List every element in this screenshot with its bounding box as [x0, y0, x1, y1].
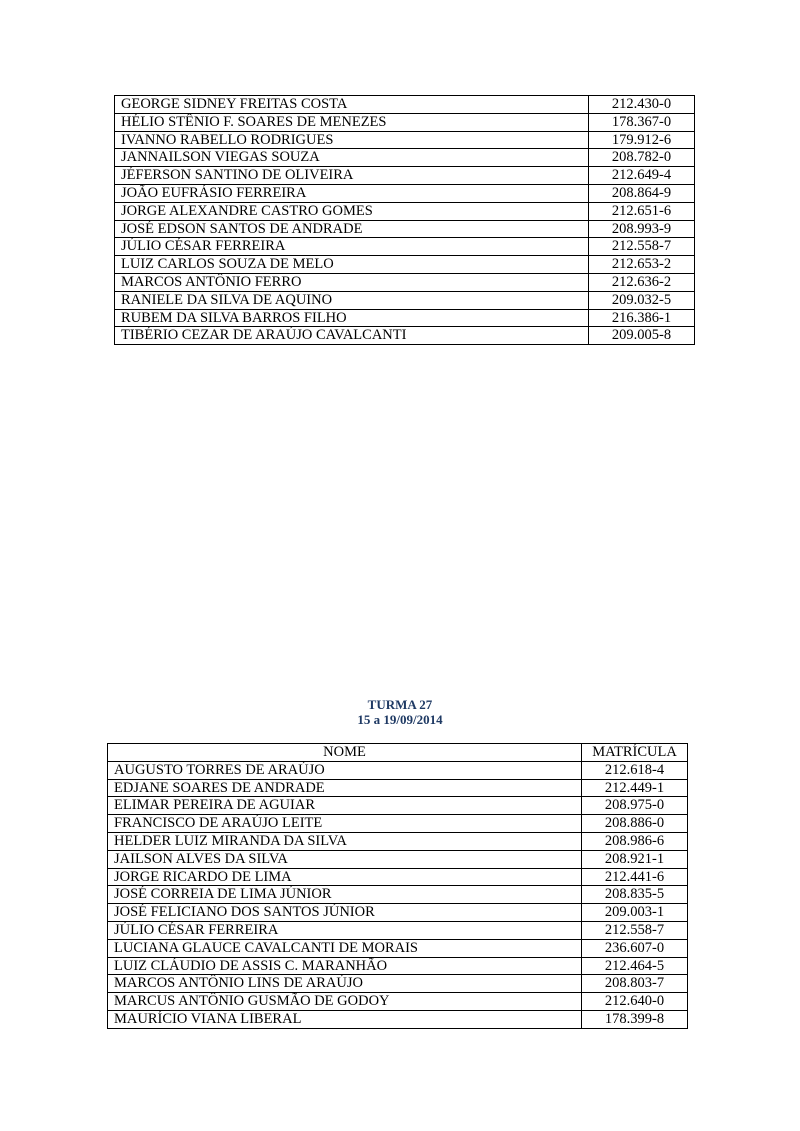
- name-cell: LUIZ CARLOS SOUZA DE MELO: [115, 256, 589, 274]
- matricula-cell: 212.430-0: [589, 96, 695, 114]
- name-cell: JÚLIO CÉSAR FERREIRA: [108, 921, 582, 939]
- table-row: [115, 238, 695, 256]
- roster-table-2-body: [108, 761, 688, 1028]
- matricula-cell: 212.441-6: [582, 868, 688, 886]
- matricula-cell: 212.651-6: [589, 202, 695, 220]
- matricula-cell: 212.449-1: [582, 779, 688, 797]
- matricula-cell: 178.399-8: [582, 1010, 688, 1028]
- matricula-cell: 208.835-5: [582, 886, 688, 904]
- table-row: [115, 149, 695, 167]
- name-cell: MAURÍCIO VIANA LIBERAL: [108, 1010, 582, 1028]
- matricula-cell: 208.886-0: [582, 815, 688, 833]
- roster-table-1: [114, 95, 695, 345]
- roster-table-2: [107, 743, 688, 1029]
- table-row: [108, 761, 688, 779]
- table-header-row: [108, 744, 688, 762]
- matricula-cell: 236.607-0: [582, 939, 688, 957]
- name-cell: AUGUSTO TORRES DE ARAÚJO: [108, 761, 582, 779]
- matricula-cell: 208.975-0: [582, 797, 688, 815]
- table-row: [115, 291, 695, 309]
- table-row: [115, 327, 695, 345]
- matricula-cell: 208.864-9: [589, 184, 695, 202]
- table-row: [108, 904, 688, 922]
- name-cell: JANNAILSON VIEGAS SOUZA: [115, 149, 589, 167]
- roster-table-2-head: [108, 744, 688, 762]
- matricula-cell: 216.386-1: [589, 309, 695, 327]
- matricula-cell: 208.993-9: [589, 220, 695, 238]
- table-row: [115, 96, 695, 114]
- name-cell: IVANNO RABELLO RODRIGUES: [115, 131, 589, 149]
- name-cell: JOÃO EUFRÁSIO FERREIRA: [115, 184, 589, 202]
- name-cell: LUIZ CLÁUDIO DE ASSIS C. MARANHÃO: [108, 957, 582, 975]
- section-dates: 15 a 19/09/2014: [357, 712, 443, 727]
- section-title: TURMA 27: [367, 697, 433, 712]
- name-cell: EDJANE SOARES DE ANDRADE: [108, 779, 582, 797]
- name-cell: JORGE RICARDO DE LIMA: [108, 868, 582, 886]
- table-row: [108, 832, 688, 850]
- matricula-cell: 212.636-2: [589, 273, 695, 291]
- name-cell: TIBÉRIO CEZAR DE ARAÚJO CAVALCANTI: [115, 327, 589, 345]
- column-header-matricula: MATRÍCULA: [582, 744, 688, 762]
- matricula-cell: 212.558-7: [589, 238, 695, 256]
- table-row: [108, 957, 688, 975]
- matricula-cell: 212.558-7: [582, 921, 688, 939]
- name-cell: MARCOS ANTÔNIO LINS DE ARAÚJO: [108, 975, 582, 993]
- table-row: [115, 184, 695, 202]
- table-row: [108, 921, 688, 939]
- roster-table-1-body: [115, 96, 695, 345]
- table-row: [115, 309, 695, 327]
- table-row: [108, 815, 688, 833]
- table-row: [115, 113, 695, 131]
- matricula-cell: 178.367-0: [589, 113, 695, 131]
- name-cell: HÉLIO STÊNIO F. SOARES DE MENEZES: [115, 113, 589, 131]
- matricula-cell: 212.640-0: [582, 993, 688, 1011]
- name-cell: LUCIANA GLAUCE CAVALCANTI DE MORAIS: [108, 939, 582, 957]
- name-cell: HELDER LUIZ MIRANDA DA SILVA: [108, 832, 582, 850]
- matricula-cell: 208.803-7: [582, 975, 688, 993]
- name-cell: MARCUS ANTÔNIO GUSMÃO DE GODOY: [108, 993, 582, 1011]
- column-header-nome: NOME: [108, 744, 582, 762]
- matricula-cell: 179.912-6: [589, 131, 695, 149]
- matricula-cell: 209.005-8: [589, 327, 695, 345]
- name-cell: ELIMAR PEREIRA DE AGUIAR: [108, 797, 582, 815]
- table-row: [108, 797, 688, 815]
- name-cell: JÚLIO CÉSAR FERREIRA: [115, 238, 589, 256]
- matricula-cell: 209.003-1: [582, 904, 688, 922]
- table-row: [108, 939, 688, 957]
- matricula-cell: 212.464-5: [582, 957, 688, 975]
- table-row: [115, 256, 695, 274]
- table-row: [108, 779, 688, 797]
- name-cell: JOSÉ CORREIA DE LIMA JÚNIOR: [108, 886, 582, 904]
- table-row: [115, 202, 695, 220]
- table-row: [108, 850, 688, 868]
- matricula-cell: 212.618-4: [582, 761, 688, 779]
- name-cell: JORGE ALEXANDRE CASTRO GOMES: [115, 202, 589, 220]
- table-row: [108, 975, 688, 993]
- table-row: [108, 886, 688, 904]
- name-cell: RANIELE DA SILVA DE AQUINO: [115, 291, 589, 309]
- matricula-cell: 212.653-2: [589, 256, 695, 274]
- name-cell: JOSÉ FELICIANO DOS SANTOS JÚNIOR: [108, 904, 582, 922]
- table-row: [115, 220, 695, 238]
- table-row: [115, 131, 695, 149]
- name-cell: JOSÉ EDSON SANTOS DE ANDRADE: [115, 220, 589, 238]
- matricula-cell: 208.782-0: [589, 149, 695, 167]
- table-row: [115, 273, 695, 291]
- table-row: [108, 868, 688, 886]
- name-cell: MARCOS ANTÔNIO FERRO: [115, 273, 589, 291]
- table-row: [115, 167, 695, 185]
- table-row: [108, 993, 688, 1011]
- matricula-cell: 209.032-5: [589, 291, 695, 309]
- name-cell: JÉFERSON SANTINO DE OLIVEIRA: [115, 167, 589, 185]
- matricula-cell: 212.649-4: [589, 167, 695, 185]
- matricula-cell: 208.921-1: [582, 850, 688, 868]
- name-cell: FRANCISCO DE ARAÚJO LEITE: [108, 815, 582, 833]
- name-cell: GEORGE SIDNEY FREITAS COSTA: [115, 96, 589, 114]
- table-row: [108, 1010, 688, 1028]
- name-cell: RUBEM DA SILVA BARROS FILHO: [115, 309, 589, 327]
- name-cell: JAILSON ALVES DA SILVA: [108, 850, 582, 868]
- matricula-cell: 208.986-6: [582, 832, 688, 850]
